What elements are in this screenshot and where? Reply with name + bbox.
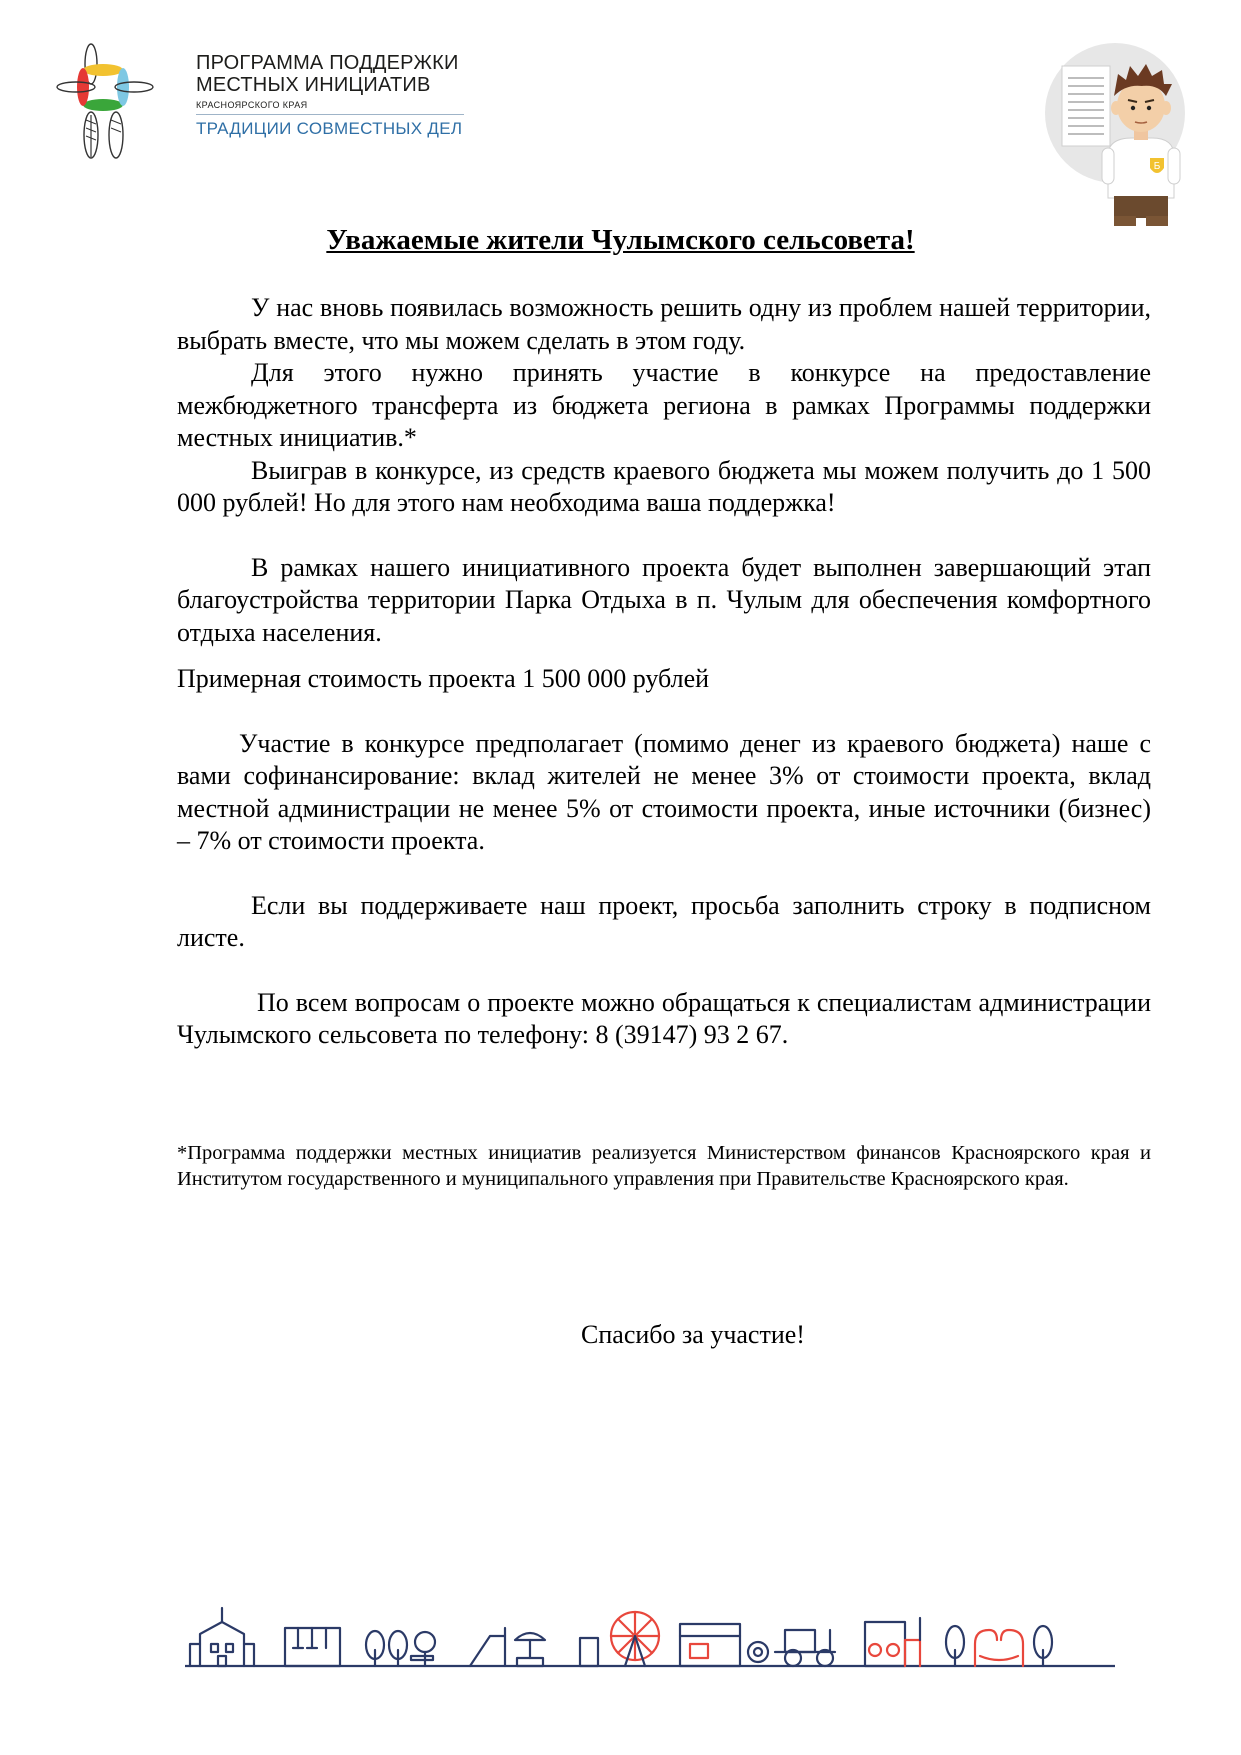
logo-title-line2: МЕСТНЫХ ИНИЦИАТИВ [196, 74, 431, 96]
page-title: Уважаемые жители Чулымского сельсовета! [326, 224, 915, 256]
building-icon [190, 1608, 254, 1666]
footnote: *Программа поддержки местных инициатив реализуется Министерством финансов Красноярского края и Институтом государственного и муниципального управления при Правительстве Красноярского края. [177, 1142, 1151, 1190]
logo-region: КРАСНОЯРСКОГО КРАЯ [196, 100, 308, 110]
playground-icon [285, 1628, 340, 1666]
paragraph-contacts: По всем вопросам о проекте можно обращаться к специалистам администрации Чулымского сельсовета по телефону: 8 (39147) 93 2 67. [177, 987, 1151, 1049]
paragraph-cofinancing: Участие в конкурсе предполагает (помимо денег из краевого бюджета) наше с вами софинансирование: вклад жителей не менее 3% от стоимости проекта, вклад местной администрации не менее 5% от стоимости проекта, иные источники (бизнес) – 7% от стоимости проекта. [177, 728, 1151, 855]
thanks-line: Спасибо за участие! [581, 1320, 805, 1349]
fountain-trees-icon [946, 1626, 1052, 1666]
ferris-wheel-icon [580, 1612, 659, 1666]
paragraph-signature-request: Если вы поддерживаете наш проект, просьба заполнить строку в подписном листе. [177, 890, 1151, 952]
logo-divider [196, 114, 464, 115]
letter-body [177, 292, 1151, 1052]
shop-icon [680, 1624, 768, 1666]
factory-icon [865, 1618, 920, 1666]
mascot-shirt-letter: Б [1153, 161, 1161, 172]
trees-bench-icon [366, 1631, 435, 1666]
program-logo [56, 40, 476, 160]
mascot-illustration [1042, 38, 1202, 228]
paragraph-intro: У нас вновь появилась возможность решить одну из проблем нашей территории, выбрать вместе, что мы можем сделать в этом году. [177, 293, 1151, 355]
paragraph-cost: Примерная стоимость проекта 1 500 000 рублей [177, 664, 710, 693]
tractor-icon [775, 1630, 835, 1666]
program-logo-icon [56, 40, 186, 160]
slide-sandbox-icon [470, 1628, 545, 1666]
logo-tagline: ТРАДИЦИИ СОВМЕСТНЫХ ДЕЛ [196, 119, 463, 138]
logo-title-line1: ПРОГРАММА ПОДДЕРЖКИ [196, 52, 459, 74]
paragraph-contest: Для этого нужно принять участие в конкурсе на предоставление межбюджетного трансферта из бюджета региона в рамках Программы поддержки местных инициатив.* [177, 358, 1151, 452]
footer-icon-strip [185, 1600, 1115, 1670]
paragraph-prize: Выиграв в конкурсе, из средств краевого бюджета мы можем получить до 1 500 000 рублей! Но для этого нам необходима ваша поддержка! [177, 455, 1151, 517]
paragraph-project: В рамках нашего инициативного проекта будет выполнен завершающий этап благоустройства территории Парка Отдыха в п. Чулым для обеспечения комфортного отдыха населения. [177, 552, 1151, 647]
